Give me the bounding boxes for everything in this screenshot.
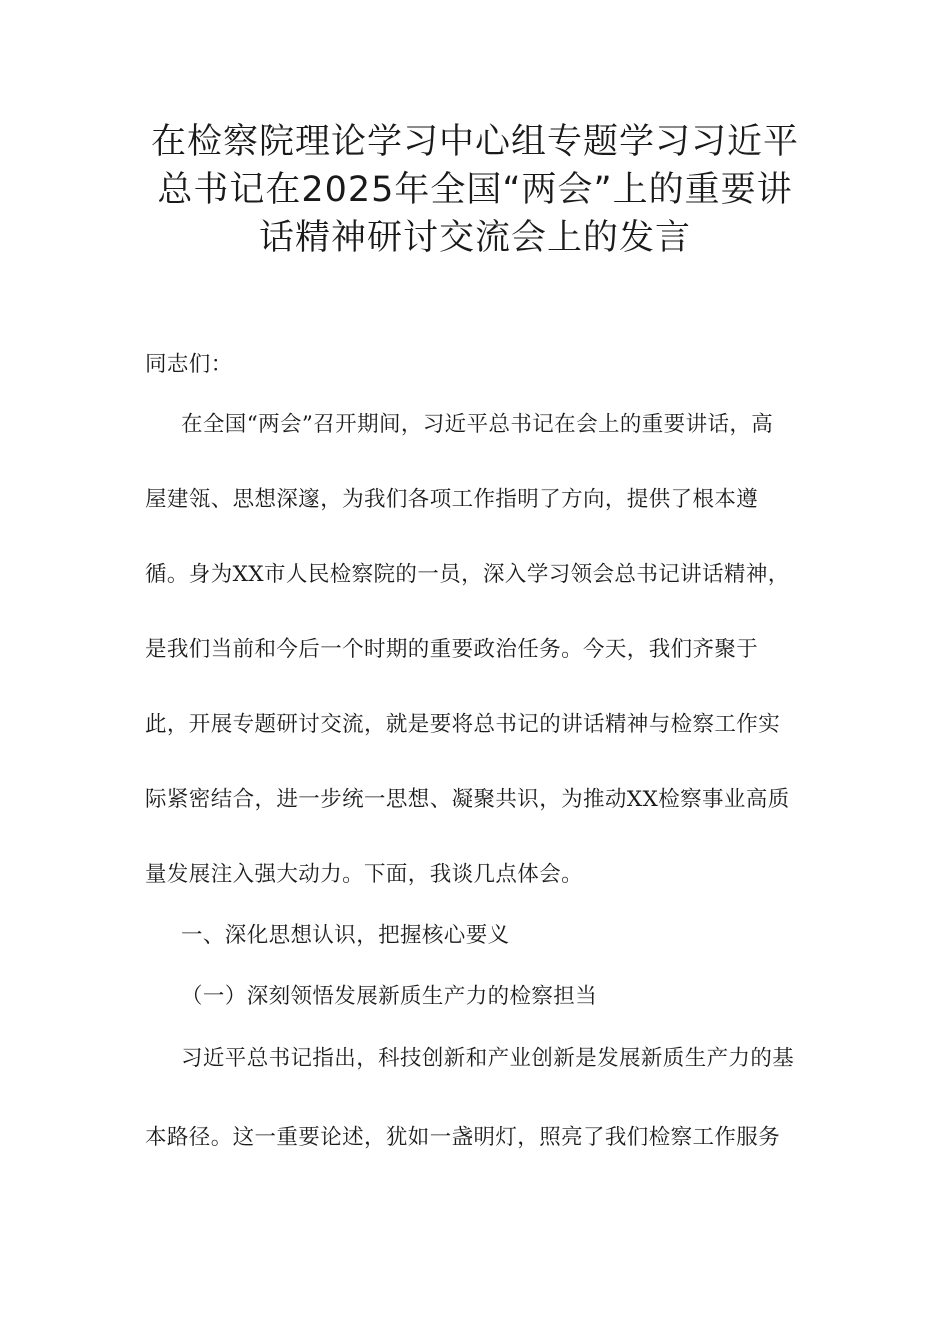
paragraph-1-line-1: 在全国“两会”召开期间，习近平总书记在会上的重要讲话，高 — [181, 412, 774, 437]
paragraph-1-line-7: 量发展注入强大动力。下面，我谈几点体会。 — [145, 862, 584, 887]
paragraph-1-line-4: 是我们当前和今后一个时期的重要政治任务。今天，我们齐聚于 — [145, 637, 759, 662]
section-1-heading: 一、深化思想认识，把握核心要义 — [181, 923, 510, 948]
title-line-1: 在检察院理论学习中心组专题学习习近平 — [150, 122, 799, 162]
document-title — [140, 118, 810, 262]
paragraph-1-line-2: 屋建瓴、思想深邃，为我们各项工作指明了方向，提供了根本遵 — [145, 487, 759, 512]
title-line-3: 话精神研讨交流会上的发言 — [258, 218, 691, 258]
salutation: 同志们： — [145, 352, 233, 377]
title-line-2: 总书记在2025年全国“两会”上的重要讲 — [157, 170, 793, 210]
paragraph-1-line-6: 际紧密结合，进一步统一思想、凝聚共识，为推动XX检察事业高质 — [145, 787, 790, 812]
paragraph-1-line-3: 循。身为XX市人民检察院的一员，深入学习领会总书记讲话精神， — [145, 562, 790, 587]
paragraph-1-line-5: 此，开展专题研讨交流，就是要将总书记的讲话精神与检察工作实 — [145, 712, 781, 737]
paragraph-2-line-2: 本路径。这一重要论述，犹如一盏明灯，照亮了我们检察工作服务 — [145, 1125, 781, 1150]
paragraph-2-line-1: 习近平总书记指出，科技创新和产业创新是发展新质生产力的基 — [181, 1046, 795, 1071]
subsection-1-heading: （一）深刻领悟发展新质生产力的检察担当 — [181, 984, 598, 1009]
